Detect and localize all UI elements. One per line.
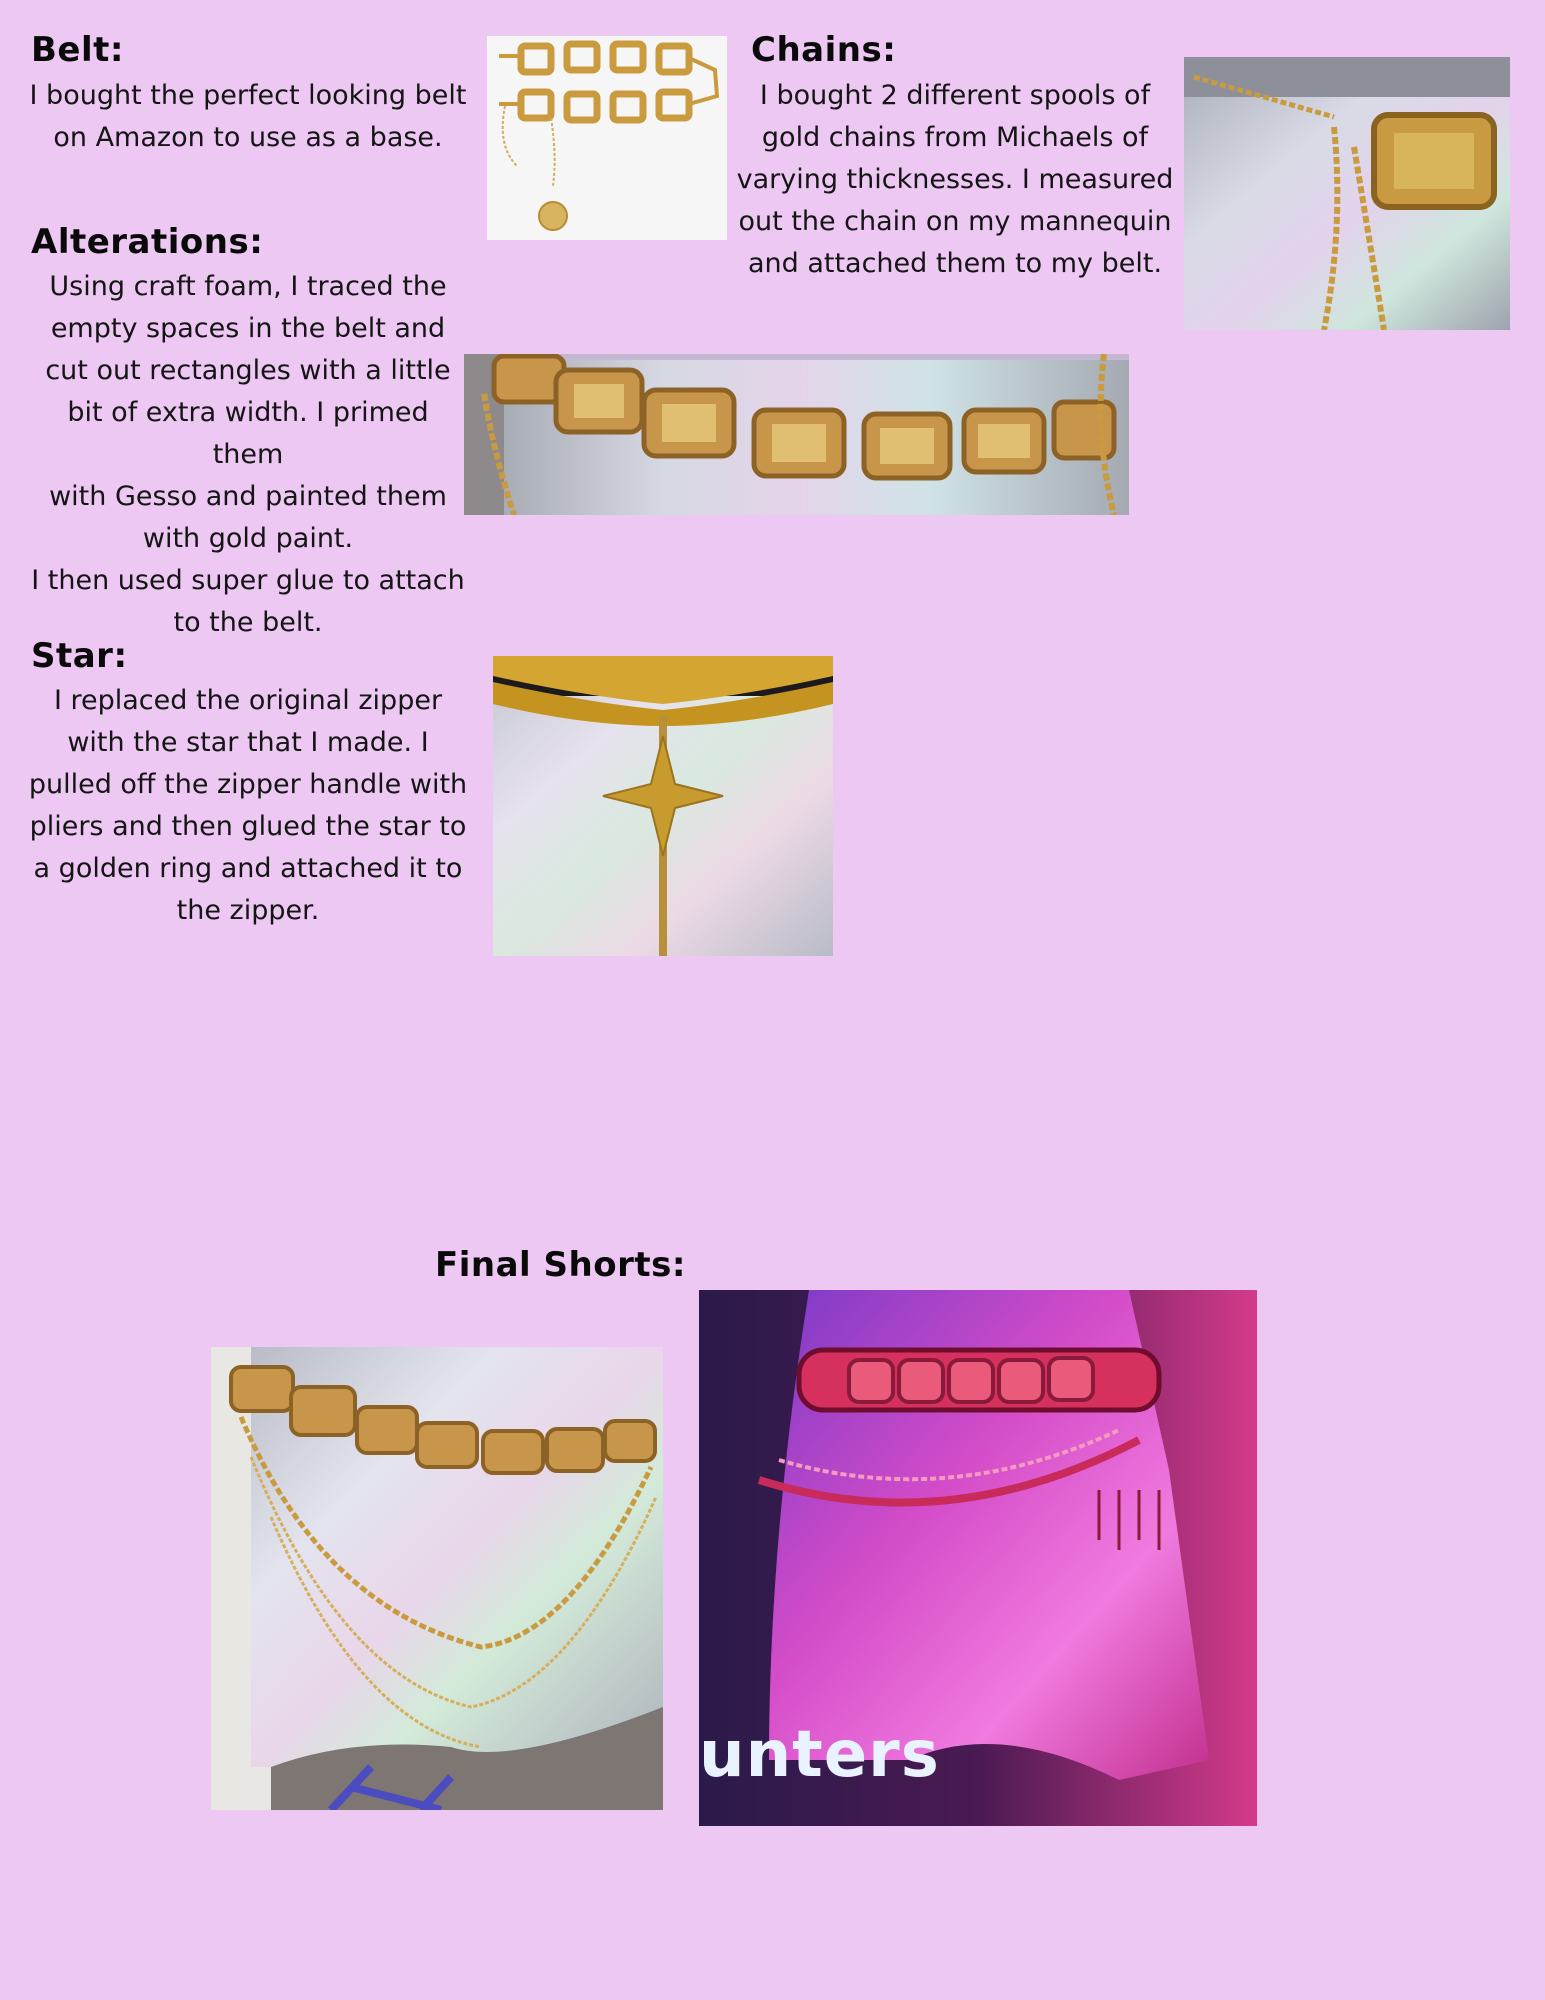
alterations-line: with gold paint.: [142, 523, 354, 554]
final-shorts-heading: Final Shorts:: [435, 1245, 686, 1285]
star-description: [28, 680, 468, 932]
belt-description: [28, 75, 468, 159]
chains-line: varying thicknesses. I measured: [736, 164, 1174, 195]
star-line: the zipper.: [176, 895, 320, 926]
final-shorts-photo-1: [211, 1347, 663, 1810]
belt-line: I bought the perfect looking belt: [29, 80, 467, 111]
star-line: with the star that I made. I: [67, 727, 429, 758]
belt-product-photo: [487, 36, 727, 240]
alterations-line: cut out rectangles with a little: [45, 355, 451, 386]
alterations-line: with Gesso and painted them: [49, 481, 447, 512]
alterations-description: [28, 266, 468, 644]
star-line: I replaced the original zipper: [53, 685, 443, 716]
chains-line: gold chains from Michaels of: [761, 122, 1149, 153]
alterations-line: empty spaces in the belt and: [50, 313, 446, 344]
belt-line: on Amazon to use as a base.: [53, 122, 443, 153]
alterations-line: bit of extra width. I primed them: [67, 397, 429, 470]
star-line: pliers and then glued the star to: [29, 811, 467, 842]
chains-description: [735, 75, 1175, 285]
chains-closeup-photo: [1184, 57, 1510, 330]
alterations-line: I then used super glue to attach: [31, 565, 465, 596]
star-heading: Star:: [31, 636, 128, 676]
alterations-line: to the belt.: [173, 607, 323, 638]
star-line: pulled off the zipper handle with: [28, 769, 468, 800]
belt-heading: Belt:: [31, 30, 124, 70]
alterations-line: Using craft foam, I traced the: [49, 271, 447, 302]
chains-heading: Chains:: [751, 30, 897, 70]
chains-line: out the chain on my mannequin: [738, 206, 1172, 237]
video-caption-text: unters: [699, 1718, 940, 1792]
painted-belt-photo: [464, 354, 1129, 515]
final-shorts-photo-2: [699, 1290, 1257, 1826]
star-zipper-photo: [493, 656, 833, 956]
chains-line: I bought 2 different spools of: [759, 80, 1151, 111]
star-line: a golden ring and attached it to: [33, 853, 463, 884]
alterations-heading: Alterations:: [31, 222, 264, 262]
chains-line: and attached them to my belt.: [747, 248, 1163, 279]
